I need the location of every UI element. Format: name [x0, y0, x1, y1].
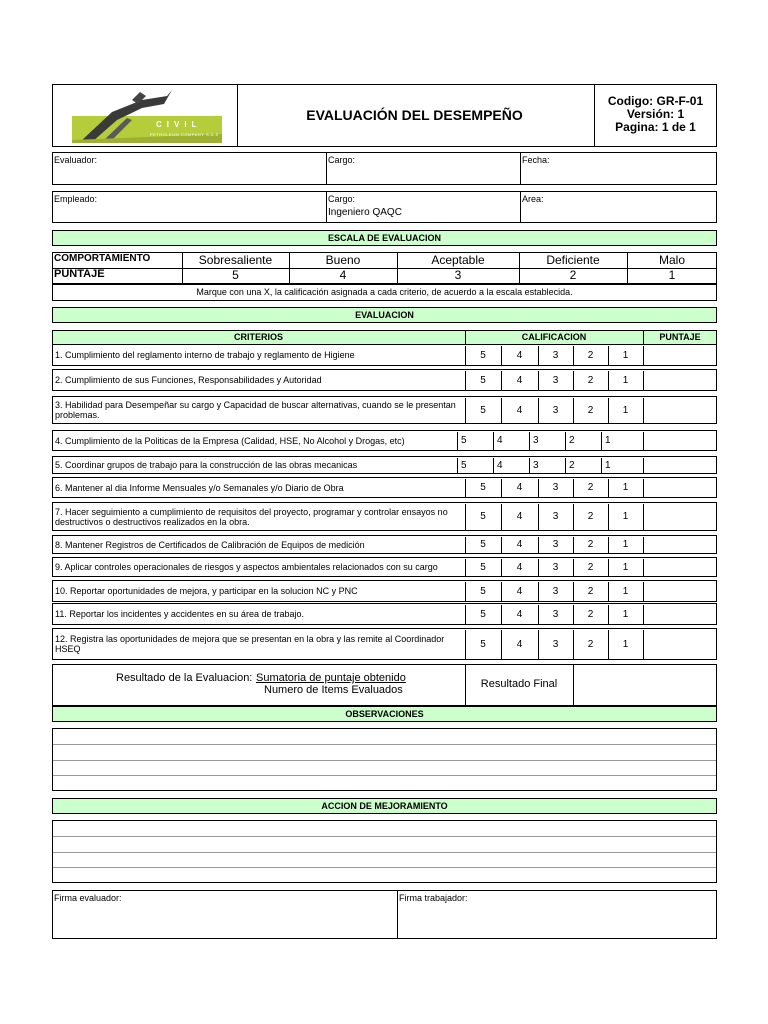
score-option[interactable]: 3: [552, 374, 559, 386]
score-option[interactable]: 1: [605, 435, 611, 446]
evaluador-field[interactable]: Evaluador:: [54, 155, 98, 165]
form-code: Codigo: GR-F-01: [607, 94, 704, 108]
score-option[interactable]: 4: [516, 608, 523, 620]
criteria-text: 4. Cumplimiento de la Politicas de la Empresa (Calidad, HSE, No Alcohol y Drogas, etc): [55, 435, 405, 446]
puntaje-label: PUNTAJE: [54, 268, 105, 280]
score-option[interactable]: 2: [587, 539, 594, 550]
score-option[interactable]: 1: [622, 539, 629, 550]
criteria-text: 2. Cumplimiento de sus Funciones, Responsabilidades y Autoridad: [55, 375, 322, 385]
level-name: Malo: [658, 253, 685, 267]
score-option[interactable]: 5: [480, 349, 486, 361]
escala-note: Marque con una X, la calificación asignada a cada criterio, de acuerdo a la escala establecida.: [52, 284, 717, 301]
score-option[interactable]: 2: [587, 638, 594, 650]
criteria-row: [52, 344, 717, 366]
criteria-row: [52, 456, 717, 474]
score-option[interactable]: 1: [622, 374, 629, 386]
level-score: 5: [232, 268, 239, 282]
score-option[interactable]: 4: [516, 539, 523, 550]
criteria-text: 10. Reportar oportunidades de mejora, y participar en la solucion NC y PNC: [55, 586, 358, 596]
score-option[interactable]: 4: [516, 349, 523, 361]
evaluacion-header: EVALUACION: [52, 307, 717, 323]
criteria-row: [52, 557, 717, 577]
score-option[interactable]: 4: [516, 374, 523, 386]
fecha-field[interactable]: Fecha:: [522, 155, 550, 165]
score-option[interactable]: 1: [622, 404, 629, 416]
criteria-text: 1. Cumplimiento del reglamento interno de trabajo y reglamento de Higiene: [55, 350, 355, 360]
score-option[interactable]: 4: [516, 638, 523, 650]
score-option[interactable]: 5: [480, 608, 486, 620]
score-option[interactable]: 4: [516, 511, 523, 522]
score-option[interactable]: 2: [587, 561, 594, 573]
result-numerator: Sumatoria de puntaje obtenido: [256, 672, 406, 684]
score-option[interactable]: 3: [552, 349, 559, 361]
score-option[interactable]: 4: [516, 482, 523, 493]
score-option[interactable]: 3: [552, 608, 559, 620]
criteria-row: [52, 502, 717, 531]
score-option[interactable]: 1: [622, 585, 629, 597]
criteria-text: 9. Aplicar controles operacionales de riesgos y aspectos ambientales relacionados con su cargo: [55, 562, 438, 572]
level-name: Deficiente: [546, 253, 600, 267]
result-final-value[interactable]: [573, 665, 716, 705]
level-score: 1: [668, 268, 676, 282]
cargo2-label: Cargo:: [328, 194, 356, 204]
score-option[interactable]: 3: [552, 482, 559, 493]
score-option[interactable]: 1: [622, 349, 629, 361]
firma-trabajador-field[interactable]: Firma trabajador:: [399, 893, 468, 903]
criteria-text: 6. Mantener al dia Informe Mensuales y/o Semanales y/o Diario de Obra: [55, 482, 344, 493]
score-option[interactable]: 5: [480, 482, 486, 493]
score-option[interactable]: 5: [480, 404, 486, 416]
form-title: EVALUACIÓN DEL DESEMPEÑO: [306, 107, 523, 123]
puntaje-cell[interactable]: [644, 503, 716, 530]
level-score: 3: [454, 268, 462, 282]
area-field[interactable]: Area:: [522, 194, 544, 204]
score-option[interactable]: 2: [587, 349, 594, 361]
criteria-text: 8. Mantener Registros de Certificados de Calibración de Equipos de medición: [55, 539, 365, 550]
logo-text: CIVIL: [156, 120, 202, 129]
score-option[interactable]: 2: [587, 511, 594, 522]
puntaje-cell[interactable]: [644, 478, 716, 497]
observaciones-header: OBSERVACIONES: [52, 706, 717, 722]
puntaje-cell[interactable]: [644, 604, 716, 624]
score-option[interactable]: 3: [533, 435, 539, 446]
puntaje-cell[interactable]: [644, 536, 716, 553]
score-option[interactable]: 2: [569, 435, 575, 446]
score-option[interactable]: 4: [497, 435, 503, 446]
puntaje-cell[interactable]: [644, 431, 716, 450]
puntaje-cell[interactable]: [644, 629, 716, 659]
col-criterios: CRITERIOS: [233, 332, 283, 342]
criteria-text: 12. Registra las oportunidades de mejora que se presentan en la obra y las remite al Coordinador HSEQ: [55, 634, 445, 654]
score-option[interactable]: 1: [622, 482, 629, 493]
level-score: 2: [569, 268, 577, 282]
score-option[interactable]: 3: [533, 459, 539, 471]
score-option[interactable]: 2: [569, 459, 575, 471]
score-option[interactable]: 1: [622, 511, 629, 522]
accion-area[interactable]: [52, 820, 717, 883]
criteria-row: [52, 369, 717, 391]
level-name: Aceptable: [431, 253, 485, 267]
criteria-row: [52, 535, 717, 554]
puntaje-cell[interactable]: [644, 558, 716, 576]
criteria-row: [52, 628, 717, 660]
accion-header: ACCION DE MEJORAMIENTO: [52, 798, 717, 814]
score-option[interactable]: 3: [552, 561, 559, 573]
level-name: Sobresaliente: [198, 253, 273, 267]
signature-row: [52, 890, 717, 939]
firma-evaluador-field[interactable]: Firma evaluador:: [54, 893, 122, 903]
score-option[interactable]: 1: [605, 459, 611, 471]
col-puntaje: PUNTAJE: [659, 332, 701, 342]
cargo-field[interactable]: Cargo:: [328, 155, 356, 165]
form-version: Versión: 1: [626, 107, 685, 121]
level-name: Bueno: [325, 253, 361, 267]
score-option[interactable]: 1: [622, 638, 629, 650]
score-option[interactable]: 3: [552, 585, 559, 597]
criteria-text: 11. Reportar los incidentes y accidentes en su área de trabajo.: [55, 609, 304, 619]
score-option[interactable]: 1: [622, 608, 629, 620]
score-option[interactable]: 4: [516, 561, 523, 573]
form-page: Pagina: 1 de 1: [615, 120, 696, 134]
score-option[interactable]: 5: [480, 561, 486, 573]
score-option[interactable]: 2: [587, 608, 594, 620]
score-option[interactable]: 5: [480, 511, 486, 522]
result-label: Resultado de la Evaluacion:: [116, 672, 253, 684]
result-final-label: Resultado Final: [480, 678, 558, 690]
score-option[interactable]: 3: [552, 404, 559, 416]
score-option[interactable]: 5: [461, 459, 467, 471]
criteria-text: 5. Coordinar grupos de trabajo para la construcción de las obras mecanicas: [55, 460, 358, 470]
criteria-row: [52, 396, 717, 424]
cargo2-value[interactable]: Ingeniero QAQC: [328, 207, 402, 218]
criteria-row: [52, 430, 717, 451]
score-option[interactable]: 5: [480, 638, 486, 650]
result-denominator: Numero de Items Evaluados: [264, 684, 403, 696]
score-option[interactable]: 4: [497, 459, 503, 471]
score-option[interactable]: 5: [480, 374, 486, 386]
logo-subtext: PETROLEUM COMPANY S.A.S: [150, 132, 219, 137]
criteria-text: 7. Hacer seguimiento a cumplimiento de requisitos del proyecto, programar y controlar ensayos no destructivos o destructivos realizados en la obra.: [55, 506, 448, 527]
score-option[interactable]: 3: [552, 511, 559, 522]
puntaje-cell[interactable]: [644, 397, 716, 423]
comportamiento-label: COMPORTAMIENTO: [54, 253, 151, 264]
score-option[interactable]: 3: [552, 638, 559, 650]
evaluator-row: [52, 152, 717, 185]
score-option[interactable]: 3: [552, 539, 559, 550]
score-option[interactable]: 5: [480, 539, 486, 550]
company-logo: [72, 116, 222, 143]
criteria-row: [52, 477, 717, 498]
puntaje-cell[interactable]: [644, 370, 716, 390]
score-option[interactable]: 2: [587, 482, 594, 493]
level-score: 4: [339, 268, 347, 282]
pumpjack-icon: [72, 90, 222, 117]
score-option[interactable]: 5: [461, 435, 467, 446]
escala-header: ESCALA DE EVALUACION: [52, 230, 717, 246]
puntaje-cell[interactable]: [644, 345, 716, 365]
criteria-text: 3. Habilidad para Desempeñar su cargo y Capacidad de buscar alternativas, cuando se le presentan problemas.: [55, 400, 456, 420]
score-option[interactable]: 5: [480, 585, 486, 597]
score-option[interactable]: 2: [587, 585, 594, 597]
puntaje-cell[interactable]: [644, 457, 716, 473]
col-calificacion: CALIFICACION: [521, 332, 587, 342]
empleado-field[interactable]: Empleado:: [54, 194, 98, 204]
puntaje-cell[interactable]: [644, 581, 716, 601]
criteria-row: [52, 603, 717, 625]
score-option[interactable]: 1: [622, 561, 629, 573]
score-option[interactable]: 2: [587, 374, 594, 386]
score-option[interactable]: 2: [587, 404, 594, 416]
observaciones-area[interactable]: [52, 728, 717, 791]
criteria-row: [52, 580, 717, 602]
score-option[interactable]: 4: [516, 585, 523, 597]
score-option[interactable]: 4: [516, 404, 523, 416]
